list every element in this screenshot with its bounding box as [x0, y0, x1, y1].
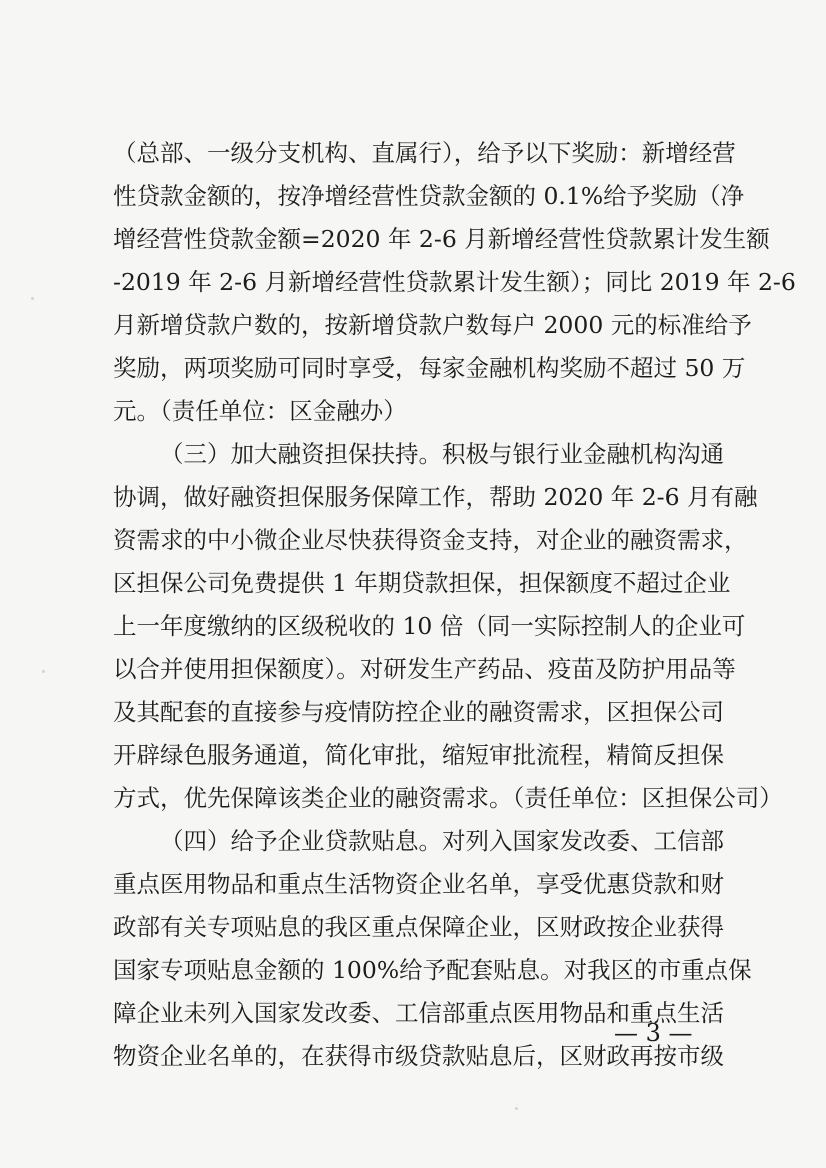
text-line: 方式，优先保障该类企业的融资需求。（责任单位：区担保公司）: [113, 784, 783, 812]
section-heading-line: （三）加大融资担保扶持。积极与银行业金融机构沟通: [160, 440, 724, 468]
text-line: 开辟绿色服务通道，简化审批，缩短审批流程，精简反担保: [113, 741, 724, 769]
text-line: 增经营性贷款金额=2020 年 2-6 月新增经营性贷款累计发生额: [113, 225, 770, 253]
text-line: 重点医用物品和重点生活物资企业名单，享受优惠贷款和财: [113, 870, 724, 898]
text-line: 上一年度缴纳的区级税收的 10 倍（同一实际控制人的企业可: [113, 612, 746, 640]
text-line: （总部、一级分支机构、直属行），给予以下奖励：新增经营: [113, 139, 736, 167]
text-line: 性贷款金额的，按净增经营性贷款金额的 0.1%给予奖励（净: [113, 182, 745, 210]
text-line: -2019 年 2-6 月新增经营性贷款累计发生额）；同比 2019 年 2-6: [113, 268, 796, 296]
section-heading-line: （四）给予企业贷款贴息。对列入国家发改委、工信部: [160, 827, 724, 855]
text-line: 奖励，两项奖励可同时享受，每家金融机构奖励不超过 50 万: [113, 354, 746, 382]
text-line: 物资企业名单的，在获得市级贷款贴息后，区财政再按市级: [113, 1042, 724, 1070]
text-line: 以合并使用担保额度）。对研发生产药品、疫苗及防护用品等: [113, 655, 736, 683]
scan-speck: [42, 670, 45, 673]
text-line: 元。（责任单位：区金融办）: [113, 397, 407, 425]
text-line: 及其配套的直接参与疫情防控企业的融资需求，区担保公司: [113, 698, 724, 726]
text-line: 国家专项贴息金额的 100%给予配套贴息。对我区的市重点保: [113, 956, 752, 984]
text-line: 政部有关专项贴息的我区重点保障企业，区财政按企业获得: [113, 913, 724, 941]
text-line: 障企业未列入国家发改委、工信部重点医用物品和重点生活: [113, 999, 724, 1027]
scan-speck: [515, 1107, 518, 1110]
text-line: 月新增贷款户数的，按新增贷款户数每户 2000 元的标准给予: [113, 311, 752, 339]
text-line: 协调，做好融资担保服务保障工作，帮助 2020 年 2-6 月有融: [113, 483, 758, 511]
page-number: — 3 —: [614, 1019, 693, 1047]
text-line: 区担保公司免费提供 1 年期贷款担保，担保额度不超过企业: [113, 569, 731, 597]
text-line: 资需求的中小微企业尽快获得资金支持，对企业的融资需求，: [113, 526, 748, 554]
scan-speck: [31, 297, 34, 300]
